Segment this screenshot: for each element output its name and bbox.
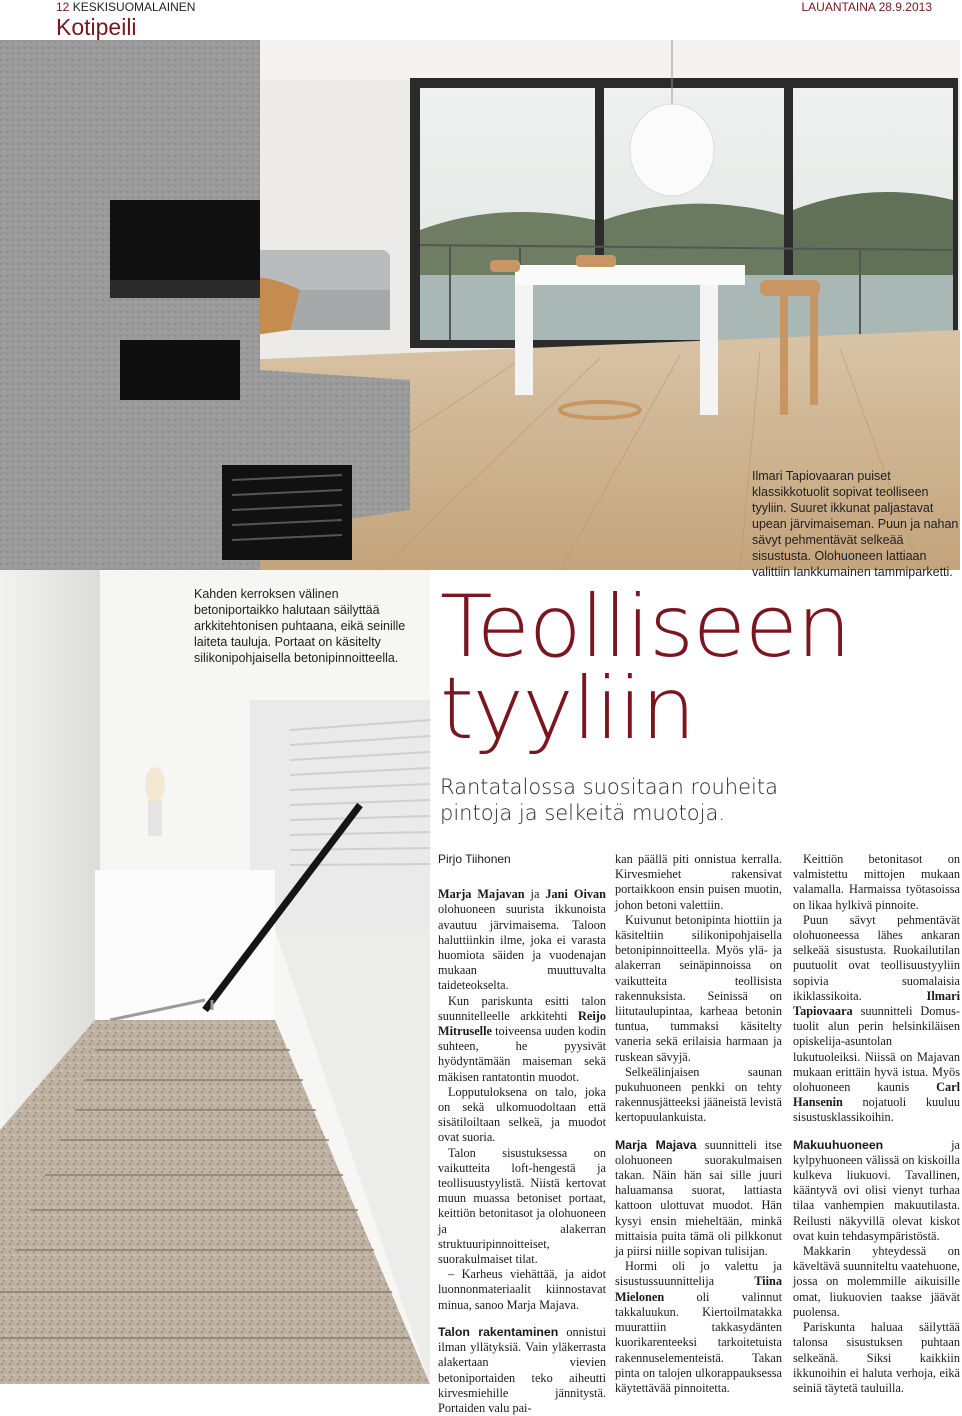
- text: suunnitteli itse olohuoneen suorakulmaisen takan. Näin hän sai sille juuri haluamansa suorat, lattiasta kattoon ulottuvat muodot. Hän kysyi ensin mieheltään, minkä mittaisia puita tämä oli pilkkonut ja piirsi niille sopivan tulisijan.: [615, 1137, 782, 1259]
- subhead: Marja Majava: [615, 1137, 697, 1152]
- paragraph: [793, 913, 960, 1126]
- paragraph: Kuivunut betonipinta hiottiin ja käsiteltiin silikonipohjaisella betonipinnoitteella. Myös ylä- ja alakerran seinäpinnoissa on vaikutteita teollisista rakennuksista. Seinissä on liitutaulupintaa, karheaa betonin tuntua, tummaksi käsitelty vaneria sekä erilaisia harmaan ja ruskean sävyjä.: [615, 912, 782, 1064]
- subhead-paragraph: [438, 1325, 606, 1416]
- article-column-1: [438, 852, 606, 1416]
- paragraph: Makkarin yhteydessä on käveltävä suunniteltu vaatehuone, jossa on molemmille aikuisille omat, liukuovien taakse jäävät puolensa.: [793, 1244, 960, 1319]
- living-room-caption: Ilmari Tapiovaaran puiset klassikkotuolit sopivat teolliseen tyyliin. Suuret ikkunat paljastavat upean järvimaiseman. Puun ja nahan sävyt pehmentävät selkeää sisustusta. Olohuoneen lattiaan valittiin lankkumainen tammiparketti.: [752, 469, 959, 579]
- text: ja: [524, 887, 546, 902]
- paragraph: kan päällä piti onnistua kerralla. Kirvesmiehet rakensivat portaikkoon ensin puisen muotin, johon betoni valettiin.: [615, 852, 782, 912]
- paragraph: [615, 1259, 782, 1396]
- text: onnistui ilman yllätyksiä. Vain yläkerrasta alakertaan vievien betoniportaiden teko aiheutti kirvesmiehille jännitystä. Portaiden valu pai-: [438, 1324, 606, 1415]
- person-name: Carl Hansenin: [793, 1080, 960, 1110]
- subhead: Talon rakentaminen: [438, 1324, 559, 1339]
- staircase-caption: Kahden kerroksen välinen betoniportaikko halutaan säilyttää arkkitehtonisen puhtaana, eikä seinille laiteta tauluja. Portaat on käsitelty silikonipohjaisella betonipinnoitteella.: [194, 587, 406, 665]
- subhead-paragraph: [615, 1138, 782, 1260]
- text: Kun pariskunta esitti talon suunnitelleelle arkkitehti: [438, 993, 606, 1023]
- paragraph: [438, 994, 606, 1085]
- deck: Rantatalossa suositaan rouheita pintoja ja selkeitä muotoja.: [440, 775, 778, 825]
- article-column-3: [793, 852, 960, 1396]
- text: oli valinnut takkaluukun. Kiertoilmatakka muurattiin takkasydänten kuorikarenteeksi tarkoitetuista rakennuselementeistä. Takan pinta on talojen ulkorappauksessa käytettävää pinnoitetta.: [615, 1289, 782, 1395]
- article-column-2: [615, 852, 782, 1396]
- text: Puun sävyt pehmentävät olohuoneessa lähes ankaran selkeää sisustusta. Ruokailutilan puutuolit ovat teollisuustyyliin sopivia suomalaisia ikiklassikoita.: [793, 912, 960, 1003]
- paragraph: [438, 887, 606, 993]
- page-number: 12: [56, 0, 70, 14]
- byline: Pirjo Tiihonen: [438, 852, 511, 866]
- paragraph: Pariskunta haluaa säilyttää talonsa sisustuksen puhtaan selkeänä. Siksi kaikkiin ikkunoihin ei haluta verhoja, eikä seiniä täytetä tauluilla.: [793, 1320, 960, 1395]
- subhead: Makuuhuoneen: [793, 1137, 884, 1152]
- paragraph: – Karheus viehättää, ja aidot luonnonmateriaalit kiinnostavat minua, sanoo Marja Majava.: [438, 1267, 606, 1312]
- headline-line-2: tyyliin: [440, 659, 695, 759]
- text: toiveensa uuden kodin suhteen, he pyysivät hyödyntämään maiseman sekä mäkisen rantatontin muodot.: [438, 1024, 606, 1084]
- person-name: Ilmari Tapiovaara: [793, 988, 960, 1019]
- person-name: Reijo Mitruselle: [438, 1008, 606, 1039]
- text: ja kylpyhuoneen välissä on kiskoilla kulkeva liukuovi. Tavallinen, kääntyvä ovi olisi vienyt turhaa tilaa vanhempien makuutilasta. Reilusti näkyvillä olevat kiskot ovat kuin tehdasympäristöstä.: [793, 1137, 961, 1243]
- paragraph: Keittiön betonitasot on valmistettu mittojen mukaan valamalla. Harmaissa työtasoissa on likaa hylkivä pinnoite.: [793, 852, 960, 912]
- masthead-left: [56, 0, 195, 14]
- headline-line-1: Teolliseen: [440, 577, 851, 677]
- person-name: Tiina Mielonen: [615, 1274, 782, 1304]
- paper-name: KESKISUOMALAINEN: [72, 0, 196, 14]
- paragraph: Talon sisustuksessa on vaikutteita loft-hengestä ja teollisuustyylistä. Niistä kertovat muun muassa betoniset portaat, keittiön betonitasot ja olohuoneen ja alakerran struktuuripinnoitteiset, suorakulmaiset tilat.: [438, 1145, 606, 1267]
- issue-date: LAUANTAINA 28.9.2013: [801, 0, 932, 14]
- text: Hormi oli jo valettu ja sisustussuunnittelija: [615, 1259, 782, 1289]
- paragraph: Selkeälinjaisen saunan pukuhuoneen penkki on tehty rakennusjätteeksi jääneistä levistä kertopuulankuista.: [615, 1064, 782, 1125]
- text: suunnitteli Domus-tuolit alun perin helsinkiläisen opiskelija-asuntolan lukutuoleiksi. Niissä on Majavan mukaan erittäin hyvä istua. Myös olohuoneen kaunis: [793, 1004, 960, 1095]
- paragraph: Lopputuloksena on talo, joka on sekä ulkomuodoltaan että sisätiloiltaan selkeä, ja muodot ovat suoria.: [438, 1084, 606, 1145]
- person-name: Marja Majavan: [438, 887, 525, 902]
- headline: [440, 577, 851, 759]
- text: olohuoneen suurista ikkunoista avautuu järvimaisema. Taloon haluttiinkin ilme, joka ei varasta huomiota säiden ja vuodenajan mukaan muuttuvalta taideteokselta.: [438, 902, 606, 993]
- section-title: Kotipeili: [56, 14, 137, 40]
- text: nojatuoli kuuluu sisustusklassikoihin.: [793, 1095, 960, 1125]
- masthead: [0, 0, 960, 14]
- staircase-photo: [0, 570, 430, 1384]
- person-name: Jani Oivan: [545, 887, 606, 902]
- subhead-paragraph: [793, 1138, 960, 1244]
